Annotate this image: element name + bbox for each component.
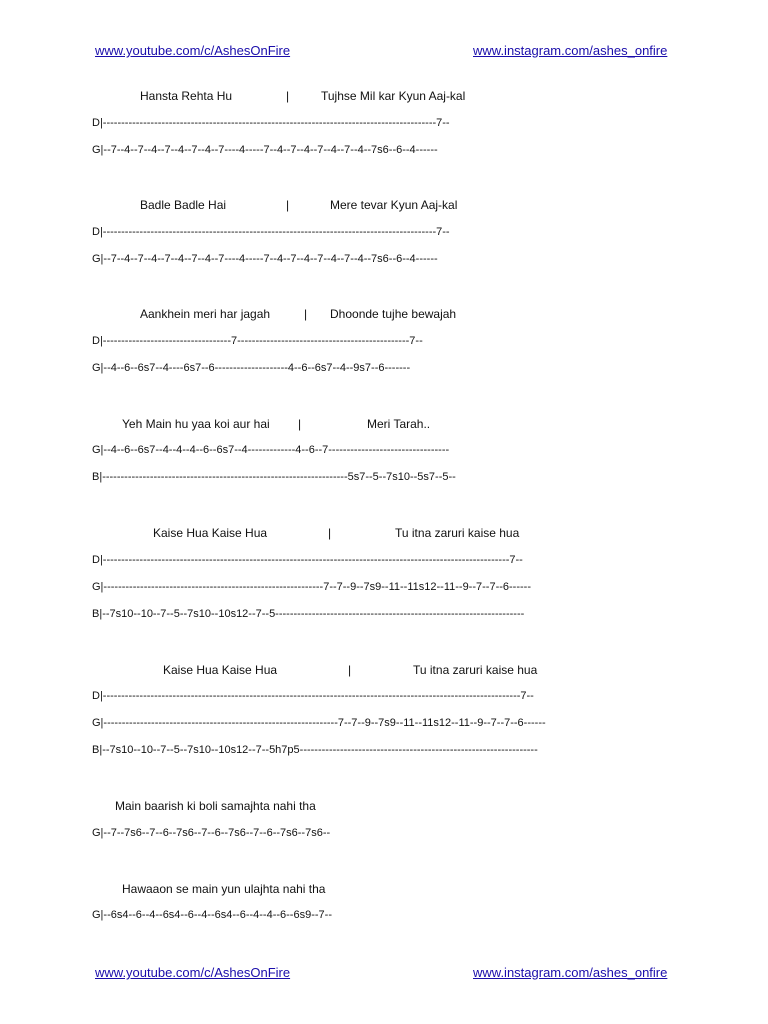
lyric-right: Mere tevar Kyun Aaj-kal	[330, 198, 458, 212]
lyric-separator: |	[286, 89, 290, 103]
lyric-right: Tujhse Mil kar Kyun Aaj-kal	[321, 89, 466, 103]
instagram-link-header[interactable]: www.instagram.com/ashes_onfire	[473, 43, 668, 58]
lyric-right: Dhoonde tujhe bewajah	[330, 307, 457, 321]
youtube-link-footer[interactable]: www.youtube.com/c/AshesOnFire	[95, 965, 291, 980]
tab-line: D|-------------------------------------------------------------------------------------------7--	[92, 226, 450, 238]
tab-line: G|----------------------------------------------------------------7--7--9--7s9--11--11s12--11--9--7--7--6------	[92, 717, 546, 729]
lyric-separator: |	[348, 663, 352, 677]
lyric-left: Kaise Hua Kaise Hua	[153, 526, 268, 540]
lyric-separator: |	[298, 417, 302, 431]
lyric-left: Hansta Rehta Hu	[140, 89, 233, 103]
youtube-link-header[interactable]: www.youtube.com/c/AshesOnFire	[95, 43, 291, 58]
lyric-left: Hawaaon se main yun ulajhta nahi tha	[122, 882, 326, 896]
tab-line: D|------------------------------------------------------------------------------------------------------------------7--	[92, 690, 534, 702]
lyric-left: Main baarish ki boli samajhta nahi tha	[115, 799, 316, 813]
lyric-right: Tu itna zaruri kaise hua	[395, 526, 520, 540]
lyric-right: Meri Tarah..	[367, 417, 431, 431]
tab-line: B|--7s10--10--7--5--7s10--10s12--7--5--------------------------------------------------------------------	[92, 608, 525, 620]
lyric-right: Tu itna zaruri kaise hua	[413, 663, 538, 677]
lyric-left: Aankhein meri har jagah	[140, 307, 271, 321]
tab-line: G|--4--6--6s7--4----6s7--6--------------------4--6--6s7--4--9s7--6-------	[92, 362, 411, 374]
tab-line: D|---------------------------------------------------------------------------------------------------------------7--	[92, 554, 523, 566]
tab-line: D|-----------------------------------7-----------------------------------------------7--	[92, 335, 423, 347]
tab-line: B|--7s10--10--7--5--7s10--10s12--7--5h7p5-----------------------------------------------------------------	[92, 744, 538, 756]
tab-line: G|--7--7s6--7--6--7s6--7--6--7s6--7--6--7s6--7s6--	[92, 827, 331, 839]
lyric-left: Kaise Hua Kaise Hua	[163, 663, 278, 677]
tab-line: G|------------------------------------------------------------7--7--9--7s9--11--11s12--11--9--7--7--6------	[92, 581, 531, 593]
lyric-left: Badle Badle Hai	[140, 198, 227, 212]
tab-line: G|--7--4--7--4--7--4--7--4--7----4-----7--4--7--4--7--4--7--4--7s6--6--4------	[92, 253, 438, 265]
instagram-link-footer[interactable]: www.instagram.com/ashes_onfire	[473, 965, 668, 980]
lyric-separator: |	[286, 198, 290, 212]
tab-line: B|-------------------------------------------------------------------5s7--5--7s10--5s7--5--	[92, 471, 456, 483]
lyric-left: Yeh Main hu yaa koi aur hai	[122, 417, 270, 431]
tab-line: G|--6s4--6--4--6s4--6--4--6s4--6--4--4--6--6s9--7--	[92, 909, 332, 921]
tab-line: G|--4--6--6s7--4--4--4--6--6s7--4-------------4--6--7---------------------------------	[92, 444, 450, 456]
tab-line: G|--7--4--7--4--7--4--7--4--7----4-----7--4--7--4--7--4--7--4--7s6--6--4------	[92, 144, 438, 156]
tab-line: D|-------------------------------------------------------------------------------------------7--	[92, 117, 450, 129]
lyric-separator: |	[328, 526, 332, 540]
lyric-separator: |	[304, 307, 308, 321]
